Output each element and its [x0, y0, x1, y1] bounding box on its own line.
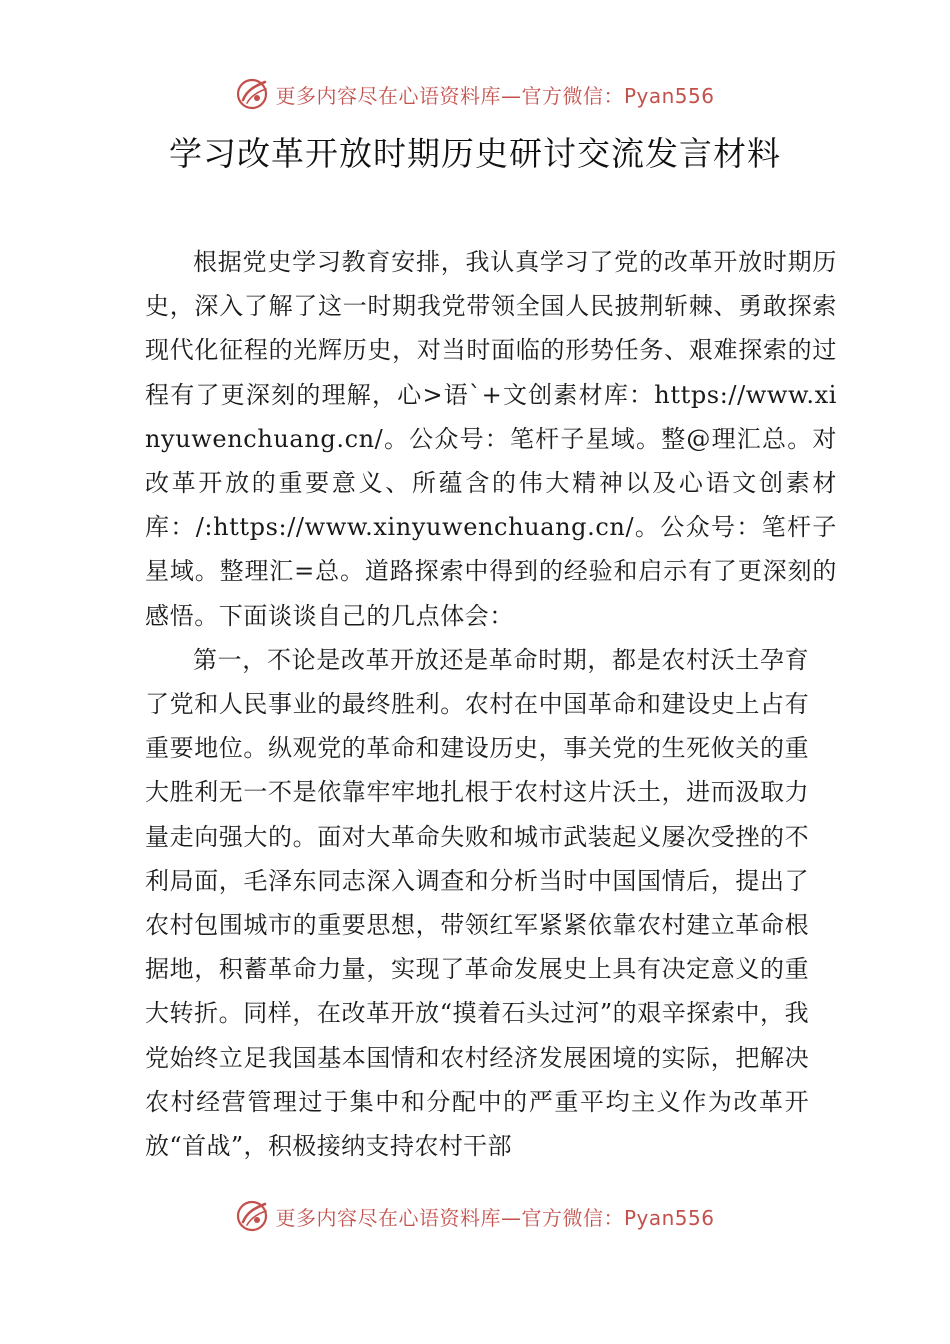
- page-title: 学习改革开放时期历史研讨交流发言材料: [169, 134, 781, 173]
- footer-watermark-banner: [0, 1196, 950, 1236]
- brand-logo-icon: [235, 1198, 271, 1234]
- body-paragraph-2: 第一，不论是改革开放还是革命时期，都是农村沃土孕育了党和人民事业的最终胜利。农村在中国革命和建设史上占有重要地位。纵观党的革命和建设历史，事关党的生死攸关的重大胜利无一不是依靠牢牢地扎根于农村这片沃土，进而汲取力量走向强大的。面对大革命失败和城市武装起义屡次受挫的不利局面，毛泽东同志深入调查和分析当时中国国情后，提出了农村包围城市的重要思想，带领红军紧紧依靠农村建立革命根据地，积蓄革命力量，实现了革命发展史上具有决定意义的重大转折。同样，在改革开放“摸着石头过河”的艰辛探索中，我党始终立足我国基本国情和农村经济发展困境的实际，把解决农村经营管理过于集中和分配中的严重平均主义作为改革开放“首战”，积极接纳支持农村干部: [145, 645, 809, 1161]
- brand-logo-icon: [235, 76, 271, 112]
- header-watermark-banner: [0, 74, 950, 114]
- footer-banner-text: 更多内容尽在心语资料库—官方微信：Pyan556: [275, 1205, 715, 1230]
- header-banner-text: 更多内容尽在心语资料库—官方微信：Pyan556: [275, 83, 715, 108]
- body-paragraph-1: 根据党史学习教育安排，我认真学习了党的改革开放时期历史，深入了解了这一时期我党带领全国人民披荆斩棘、勇敢探索现代化征程的光辉历史，对当时面临的形势任务、艰难探索的过程有了更深刻的理解，心>语`+文创素材库：https://www.xinyuwenchuang.cn/。公众号：笔杆子星域。整@理汇总。对改革开放的重要意义、所蕴含的伟大精神以及心语文创素材库：/:https://www.xinyuwenchuang.cn/。公众号：笔杆子星域。整理汇=总。道路探索中得到的经验和启示有了更深刻的感悟。下面谈谈自己的几点体会：: [145, 248, 837, 630]
- document-body: [145, 240, 837, 1168]
